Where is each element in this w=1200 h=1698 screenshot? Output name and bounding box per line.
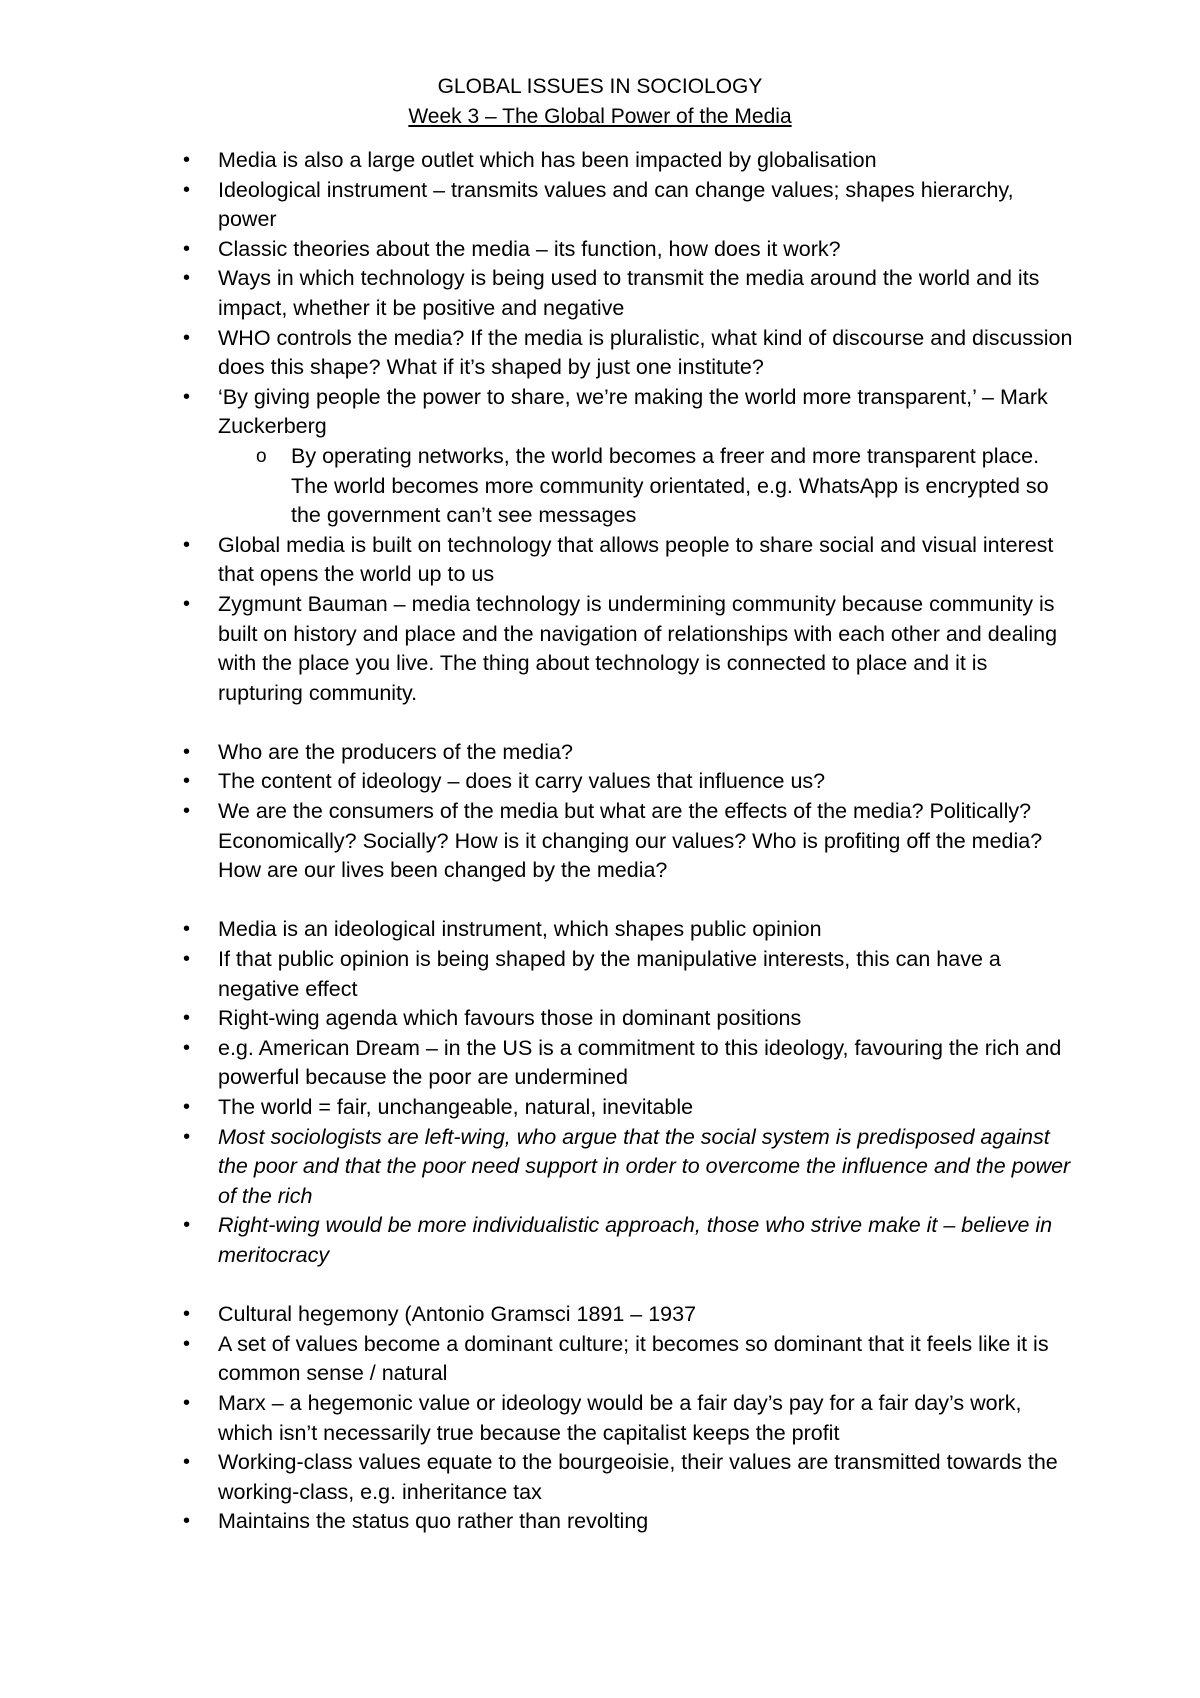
notes-list xyxy=(0,146,1200,1537)
list-item-text: Media is an ideological instrument, which shapes public opinion xyxy=(218,917,822,942)
list-item xyxy=(0,383,1078,442)
list-item xyxy=(0,1123,1078,1212)
section-gap xyxy=(0,708,1200,738)
section-gap xyxy=(0,1271,1200,1301)
list-item xyxy=(0,176,1078,235)
list-item xyxy=(0,1448,1078,1507)
list-item xyxy=(0,1507,1078,1537)
list-item-text: Ideological instrument – transmits values and can change values; shapes hierarchy, power xyxy=(218,177,1014,232)
bullet-icon: • xyxy=(183,800,191,823)
bullet-icon: • xyxy=(183,770,191,793)
list-item-text: Most sociologists are left-wing, who argue that the social system is predisposed against the poor and that the poor need support in order to overcome the influence and the power of the rich xyxy=(218,1124,1071,1208)
list-item-text: Right-wing would be more individualistic approach, those who strive make it – believe in meritocracy xyxy=(218,1213,1053,1267)
bullet-icon: • xyxy=(183,1391,191,1414)
bullet-icon: • xyxy=(183,740,191,763)
bullet-icon: • xyxy=(183,1510,191,1533)
list-item-text: Maintains the status quo rather than revolting xyxy=(218,1509,649,1534)
list-item xyxy=(0,531,1078,590)
list-item-text: The content of ideology – does it carry values that influence us? xyxy=(218,769,826,794)
bullet-icon: • xyxy=(183,1007,191,1030)
list-item xyxy=(0,1211,1078,1270)
list-item-text: e.g. American Dream – in the US is a commitment to this ideology, favouring the rich and powerful because the poor are undermined xyxy=(218,1035,1062,1090)
list-item-text: WHO controls the media? If the media is pluralistic, what kind of discourse and discussion does this shape? What if it’s shaped by just one institute? xyxy=(218,325,1073,380)
list-item xyxy=(0,797,1078,886)
list-item xyxy=(0,1034,1078,1093)
list-item-text: A set of values become a dominant culture; it becomes so dominant that it feels like it is common sense / natural xyxy=(218,1331,1049,1386)
sub-bullet-icon: o xyxy=(256,445,267,467)
document-subtitle: Week 3 – The Global Power of the Media xyxy=(408,105,792,128)
list-item xyxy=(0,235,1078,265)
sub-list-item xyxy=(0,442,1078,531)
list-item xyxy=(0,1004,1078,1034)
list-item-text: Marx – a hegemonic value or ideology would be a fair day’s pay for a fair day’s work, which isn’t necessarily true because the capitalist keeps the profit xyxy=(218,1390,1022,1445)
document-title: GLOBAL ISSUES IN SOCIOLOGY xyxy=(437,75,763,98)
list-item-text: If that public opinion is being shaped by the manipulative interests, this can have a negative effect xyxy=(218,947,1001,1001)
list-item-text: We are the consumers of the media but what are the effects of the media? Politically? Economically? Socially? How is it changing our values? Who is profiting off the media? How are our lives been changed by the media? xyxy=(218,799,1043,883)
list-item xyxy=(0,1330,1078,1389)
list-item-text: Who are the producers of the media? xyxy=(218,739,573,764)
list-item-text: Classic theories about the media – its function, how does it work? xyxy=(218,236,841,261)
list-item xyxy=(0,915,1078,945)
list-item xyxy=(0,1093,1078,1123)
list-item xyxy=(0,945,1078,1004)
bullet-icon: • xyxy=(183,149,191,171)
bullet-icon: • xyxy=(183,1125,191,1148)
bullet-icon: • xyxy=(183,1303,191,1326)
list-item xyxy=(0,1389,1078,1448)
bullet-icon: • xyxy=(183,918,191,941)
bullet-icon: • xyxy=(183,1451,191,1474)
list-item-text: Working-class values equate to the bourgeoisie, their values are transmitted towards the working-class, e.g. inheritance tax xyxy=(218,1450,1058,1504)
list-item xyxy=(0,264,1078,323)
section-gap xyxy=(0,886,1200,916)
list-item xyxy=(0,324,1078,383)
bullet-icon: • xyxy=(183,1332,191,1355)
bullet-icon: • xyxy=(183,948,191,971)
list-item-text: Zygmunt Bauman – media technology is undermining community because community is built on history and place and the navigation of relationships with each other and dealing with the place you live. The thing about technology is connected to place and it is rupturing community. xyxy=(218,591,1058,705)
list-item-text: By operating networks, the world becomes a freer and more transparent place. The world becomes more community orientated, e.g. WhatsApp is encrypted so the government can’t see messages xyxy=(291,443,1049,528)
list-item-text: The world = fair, unchangeable, natural, inevitable xyxy=(218,1095,694,1119)
bullet-icon: • xyxy=(183,1096,191,1118)
list-item-text: Global media is built on technology that allows people to share social and visual interest that opens the world up to us xyxy=(218,532,1054,587)
bullet-icon: • xyxy=(183,385,191,408)
list-item xyxy=(0,146,1078,176)
list-item-text: Media is also a large outlet which has been impacted by globalisation xyxy=(218,148,877,172)
list-item xyxy=(0,1300,1078,1330)
bullet-icon: • xyxy=(183,1036,191,1059)
bullet-icon: • xyxy=(183,237,191,260)
list-item xyxy=(0,767,1078,797)
list-item-text: Ways in which technology is being used to transmit the media around the world and its impact, whether it be positive and negative xyxy=(218,266,1040,320)
list-item xyxy=(0,590,1078,708)
list-item-text: Right-wing agenda which favours those in dominant positions xyxy=(218,1006,802,1031)
list-item-text: ‘By giving people the power to share, we’re making the world more transparent,’ – Mark Zuckerberg xyxy=(218,384,1048,439)
list-item xyxy=(0,738,1078,768)
bullet-icon: • xyxy=(183,592,191,615)
bullet-icon: • xyxy=(183,1214,191,1237)
bullet-icon: • xyxy=(183,178,191,201)
bullet-icon: • xyxy=(183,267,191,290)
bullet-icon: • xyxy=(183,326,191,349)
list-item-text: Cultural hegemony (Antonio Gramsci 1891 – 1937 xyxy=(218,1302,697,1327)
bullet-icon: • xyxy=(183,533,191,556)
